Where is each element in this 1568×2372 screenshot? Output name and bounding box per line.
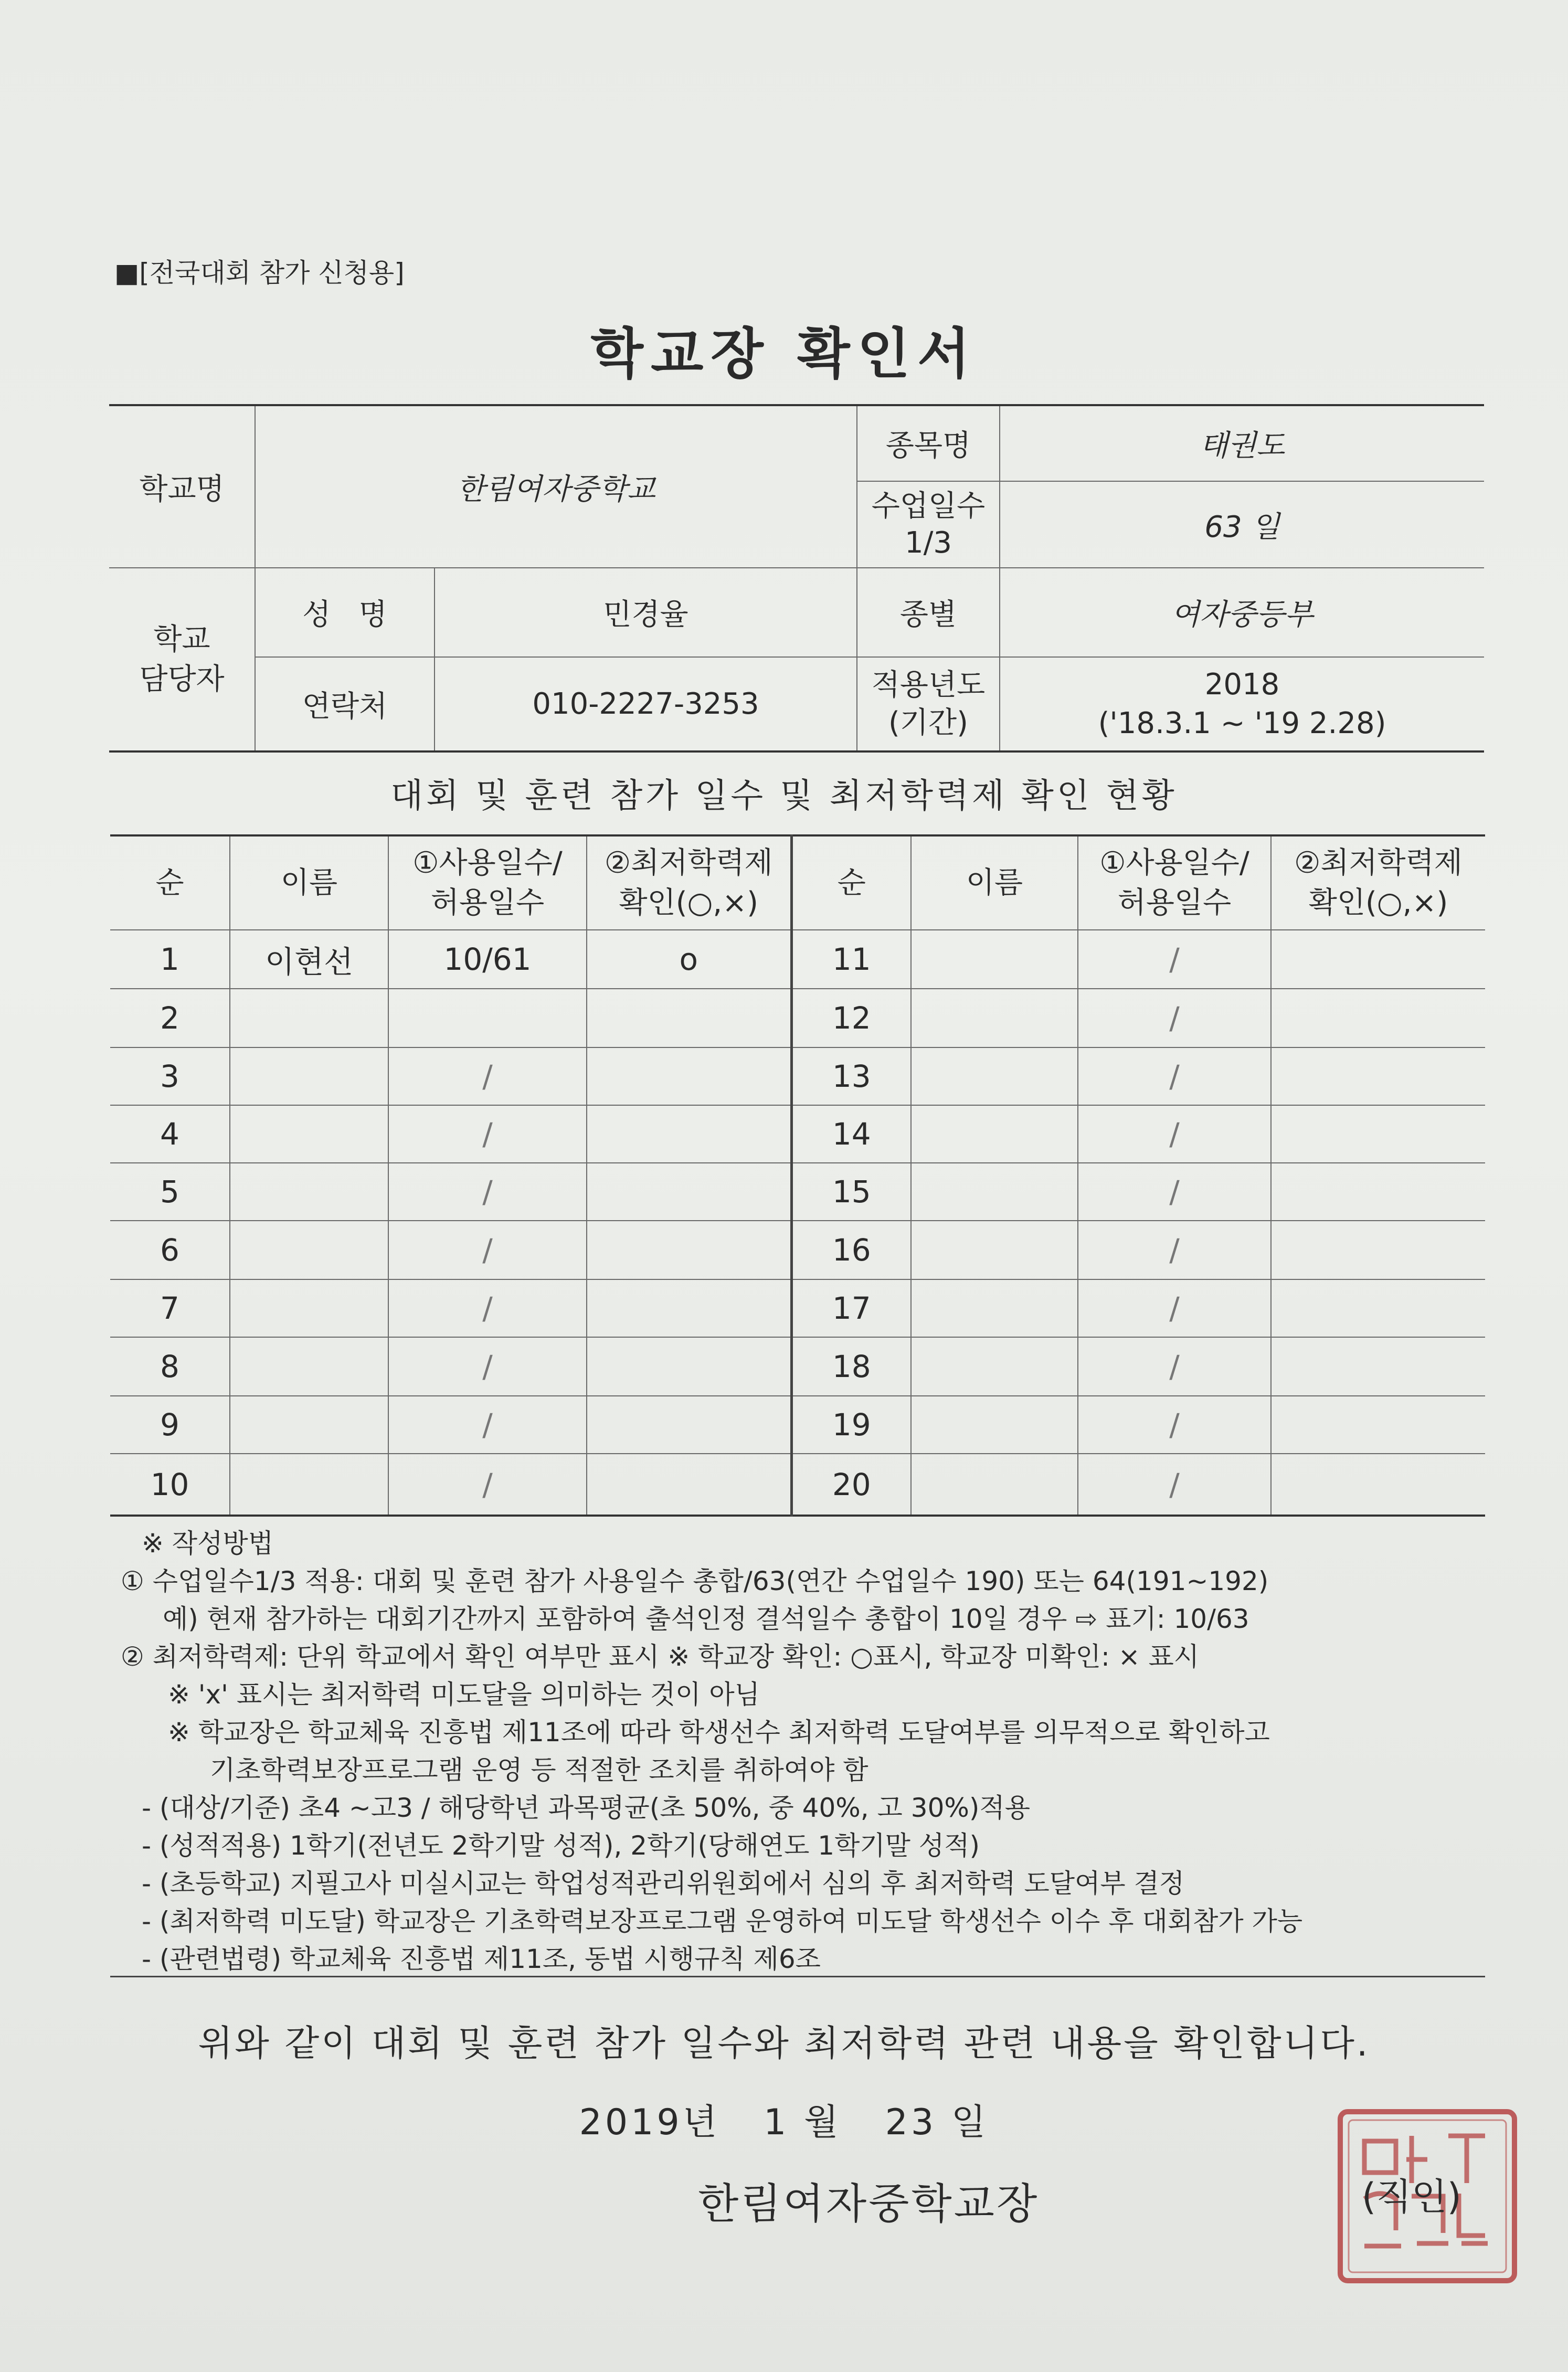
row-days-right: /	[1078, 1163, 1271, 1221]
staff-label-line2: 담당자	[139, 662, 225, 696]
header-days-right	[1078, 835, 1271, 930]
table-row	[110, 1105, 1485, 1163]
class-days-label-line2: 1/3	[904, 525, 952, 560]
note-1b: 예) 현재 참가하는 대회기간까지 포함하여 출석인정 결석일수 총합이 10일 경우 ⇨ 표기: 10/63	[163, 1604, 1249, 1634]
class-days-value: 63 일	[1000, 481, 1484, 568]
period-year: 2018	[1204, 667, 1280, 702]
row-check	[587, 1396, 791, 1454]
row-days-right: /	[1078, 1279, 1271, 1337]
note-1a: ① 수업일수1/3 적용: 대회 및 훈련 참가 사용일수 총합/63(연간 수업일수 190) 또는 64(191~192)	[121, 1566, 1269, 1596]
period-label-line1: 적용년도	[871, 668, 986, 702]
principal-name: 한림여자중학교장	[698, 2179, 1040, 2228]
row-check	[587, 989, 791, 1047]
row-check	[587, 1047, 791, 1105]
staff-contact-value: 010-2227-3253	[435, 657, 857, 751]
period-range: ('18.3.1 ~ '19 2.28)	[1098, 706, 1386, 740]
row-name	[230, 1337, 388, 1396]
row-days-right: /	[1078, 989, 1271, 1047]
row-check-right	[1271, 1163, 1485, 1221]
row-check-right	[1271, 1105, 1485, 1163]
row-num: 3	[110, 1047, 230, 1105]
row-name-right	[911, 1163, 1078, 1221]
staff-name-value: 민경율	[435, 568, 857, 657]
header-check-line2: 확인(○,×)	[619, 885, 758, 920]
school-name: 한림여자중학교	[255, 405, 857, 568]
row-name-right	[911, 1396, 1078, 1454]
row-name-right	[911, 989, 1078, 1047]
row-days: 10/61	[388, 930, 587, 989]
detail-3: - (초등학교) 지필고사 미실시교는 학업성적관리위원회에서 심의 후 최저학력 도달여부 결정	[142, 1868, 1185, 1899]
row-name-right	[911, 1105, 1078, 1163]
row-check-right	[1271, 1454, 1485, 1516]
header-check	[587, 835, 791, 930]
row-num-right: 15	[791, 1163, 911, 1221]
row-name	[230, 1047, 388, 1105]
row-name	[230, 1396, 388, 1454]
row-name-right	[911, 930, 1078, 989]
header-name: 이름	[230, 835, 388, 930]
staff-name-label: 성 명	[255, 568, 435, 657]
note-3: ※ 'x' 표시는 최저학력 미도달을 의미하는 것이 아님	[168, 1679, 760, 1710]
row-name	[230, 1279, 388, 1337]
period-value	[1000, 657, 1484, 751]
row-num: 1	[110, 930, 230, 989]
header-check-right-line2: 확인(○,×)	[1308, 885, 1448, 920]
row-name	[230, 1454, 388, 1516]
section-title: 대회 및 훈련 참가 일수 및 최저학력제 확인 현황	[390, 777, 1178, 816]
row-check	[587, 1279, 791, 1337]
note-4b: 기초학력보장프로그램 운영 등 적절한 조치를 취하여야 함	[210, 1755, 868, 1785]
row-check-right	[1271, 1396, 1485, 1454]
staff-label	[109, 568, 255, 751]
notes-divider	[110, 1976, 1485, 1977]
header-check-line1: ②최저학력제	[604, 845, 773, 880]
period-label-line2: (기간)	[888, 705, 968, 740]
table-row	[110, 1454, 1485, 1516]
row-num-right: 11	[791, 930, 911, 989]
row-name	[230, 989, 388, 1047]
row-num-right: 17	[791, 1279, 911, 1337]
row-days: /	[388, 1105, 587, 1163]
row-num-right: 13	[791, 1047, 911, 1105]
row-check-right	[1271, 1221, 1485, 1279]
header-days-right-line2: 허용일수	[1117, 885, 1232, 920]
table-row	[110, 1163, 1485, 1221]
row-days	[388, 989, 587, 1047]
participation-table	[110, 834, 1485, 1517]
info-table	[109, 404, 1484, 753]
class-days-label	[857, 481, 1000, 568]
row-num-right: 14	[791, 1105, 911, 1163]
header-days-line2: 허용일수	[430, 885, 545, 920]
table-row	[110, 1396, 1485, 1454]
sport-label: 종목명	[857, 405, 1000, 481]
notes-heading: ※ 작성방법	[142, 1528, 273, 1559]
table-row	[110, 930, 1485, 989]
detail-4: - (최저학력 미도달) 학교장은 기초학력보장프로그램 운영하여 미도달 학생선수 이수 후 대회참가 가능	[142, 1906, 1303, 1936]
row-check	[587, 1221, 791, 1279]
category-label: 종별	[857, 568, 1000, 657]
row-num: 9	[110, 1396, 230, 1454]
row-name-right	[911, 1337, 1078, 1396]
row-check-right	[1271, 989, 1485, 1047]
row-name	[230, 1221, 388, 1279]
row-check	[587, 1105, 791, 1163]
header-check-right	[1271, 835, 1485, 930]
row-check	[587, 1337, 791, 1396]
row-num-right: 19	[791, 1396, 911, 1454]
table-row	[110, 1279, 1485, 1337]
row-num: 5	[110, 1163, 230, 1221]
note-4a: ※ 학교장은 학교체육 진흥법 제11조에 따라 학생선수 최저학력 도달여부를 의무적으로 확인하고	[168, 1717, 1270, 1748]
table-row	[110, 1221, 1485, 1279]
row-days: /	[388, 1163, 587, 1221]
row-num-right: 20	[791, 1454, 911, 1516]
row-num-right: 16	[791, 1221, 911, 1279]
row-name-right	[911, 1221, 1078, 1279]
row-num: 4	[110, 1105, 230, 1163]
row-days-right: /	[1078, 1221, 1271, 1279]
row-num: 7	[110, 1279, 230, 1337]
row-check-right	[1271, 1337, 1485, 1396]
issue-date: 2019년 1 월 23 일	[579, 2102, 989, 2143]
staff-contact-label: 연락처	[255, 657, 435, 751]
row-num-right: 18	[791, 1337, 911, 1396]
row-check: o	[587, 930, 791, 989]
table-header-row	[110, 835, 1485, 930]
table-row	[110, 989, 1485, 1047]
row-days-right: /	[1078, 1396, 1271, 1454]
row-check-right	[1271, 1047, 1485, 1105]
writing-instructions	[121, 1524, 1496, 1978]
header-num: 순	[110, 835, 230, 930]
row-days: /	[388, 1047, 587, 1105]
row-days: /	[388, 1279, 587, 1337]
row-name: 이현선	[230, 930, 388, 989]
table-row	[110, 1337, 1485, 1396]
header-days-line1: ①사용일수/	[412, 845, 563, 880]
detail-5: - (관련법령) 학교체육 진흥법 제11조, 동법 시행규칙 제6조	[142, 1944, 821, 1974]
row-num: 2	[110, 989, 230, 1047]
row-days-right: /	[1078, 1454, 1271, 1516]
sport-value: 태권도	[1000, 405, 1484, 481]
row-days-right: /	[1078, 1105, 1271, 1163]
class-days-label-line1: 수업일수	[871, 489, 986, 523]
header-num-right: 순	[791, 835, 911, 930]
row-check	[587, 1454, 791, 1516]
detail-2: - (성적적용) 1학기(전년도 2학기말 성적), 2학기(당해연도 1학기말 성적)	[142, 1830, 980, 1861]
row-check-right	[1271, 930, 1485, 989]
row-days: /	[388, 1454, 587, 1516]
document-tag: ■[전국대회 참가 신청용]	[114, 258, 405, 288]
row-check	[587, 1163, 791, 1221]
school-label: 학교명	[109, 405, 255, 568]
detail-1: - (대상/기준) 초4 ~고3 / 해당학년 과목평균(초 50%, 중 40%, 고 30%)적용	[142, 1793, 1030, 1823]
row-name-right	[911, 1047, 1078, 1105]
row-num-right: 12	[791, 989, 911, 1047]
period-label	[857, 657, 1000, 751]
row-days: /	[388, 1396, 587, 1454]
header-check-right-line1: ②최저학력제	[1294, 845, 1463, 880]
header-days	[388, 835, 587, 930]
row-days-right: /	[1078, 1047, 1271, 1105]
document-title: 학교장 확인서	[590, 322, 978, 386]
table-row	[110, 1047, 1485, 1105]
row-check-right	[1271, 1279, 1485, 1337]
row-num: 8	[110, 1337, 230, 1396]
category-value: 여자중등부	[1000, 568, 1484, 657]
header-days-right-line1: ①사용일수/	[1099, 845, 1249, 880]
row-num: 6	[110, 1221, 230, 1279]
row-days-right: /	[1078, 1337, 1271, 1396]
row-name-right	[911, 1279, 1078, 1337]
row-name	[230, 1163, 388, 1221]
header-name-right: 이름	[911, 835, 1078, 930]
staff-label-line1: 학교	[153, 622, 210, 656]
confirmation-statement: 위와 같이 대회 및 훈련 참가 일수와 최저학력 관련 내용을 확인합니다.	[198, 2023, 1370, 2064]
row-name	[230, 1105, 388, 1163]
row-days-right: /	[1078, 930, 1271, 989]
seal-label: (직인)	[1362, 2175, 1461, 2218]
row-days: /	[388, 1221, 587, 1279]
row-days: /	[388, 1337, 587, 1396]
row-name-right	[911, 1454, 1078, 1516]
note-2: ② 최저학력제: 단위 학교에서 확인 여부만 표시 ※ 학교장 확인: ○표시, 학교장 미확인: × 표시	[121, 1642, 1200, 1672]
row-num: 10	[110, 1454, 230, 1516]
